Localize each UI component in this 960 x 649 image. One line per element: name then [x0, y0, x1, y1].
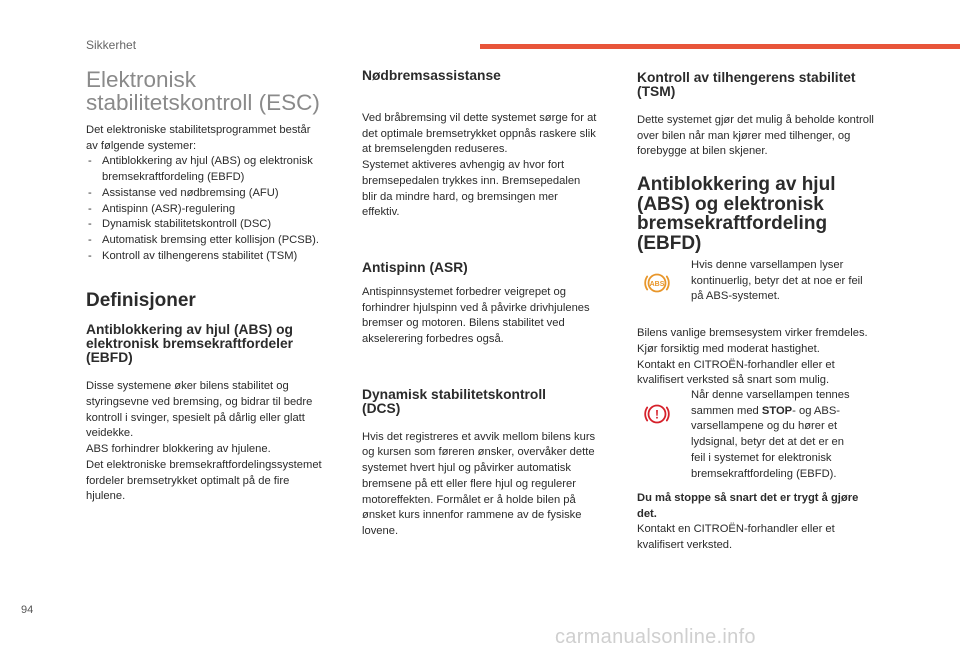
list-item: - Automatisk bremsing etter kollisjon (PCSB). [86, 233, 346, 249]
brake-icon-label: ! [655, 407, 659, 422]
watermark: carmanualsonline.info [555, 626, 756, 648]
asr-text: Antispinnsystemet forbedrer veigrepet og forhindrer hjulspinn ved å påvirke drivhjulenes bremser og motoren. Bilens stabilitet ved akselerering forbedres også. [362, 285, 590, 346]
abs-ebfd-text: Disse systemene øker bilens stabilitet og styringsevne ved bremsing, og bidrar til bedre kontroll i svinger, spesielt på dårlig eller glatt veidekke. ABS forhindrer blokkering av hjulene. Det elektroniske bremsekraftfordelingssystemet fordeler bremsetrykket optimalt på de fire hjulene. [86, 380, 322, 503]
abs-warning-text: Hvis denne varsellampen lyser kontinuerlig, betyr det at noe er feil på ABS-systemet. [691, 259, 863, 303]
abs-ebfd-heading: Antiblokkering av hjul (ABS) og elektronisk bremsekraftfordeler (EBFD) [86, 322, 294, 366]
definitions-heading: Definisjoner [86, 290, 196, 312]
list-item: - Dynamisk stabilitetskontroll (DSC) [86, 217, 346, 233]
abs-warning-row [637, 258, 907, 308]
abs-info-text: Bilens vanlige bremsesystem virker fremdeles. Kjør forsiktig med moderat hastighet. Kontakt en CITROËN-forhandler eller et kvalifisert verksted så snart som mulig. [637, 327, 868, 387]
ebfd-warning-row [637, 388, 907, 483]
column-abs [637, 71, 907, 160]
abs-ebfd-main-heading: Antiblokkering av hjul (ABS) og elektronisk bremsekraftfordeling (EBFD) [637, 174, 836, 254]
column-assist [362, 69, 624, 540]
esc-intro: Det elektroniske stabilitetsprogrammet består av følgende systemer: [86, 124, 311, 152]
column-esc [86, 68, 346, 505]
esc-system-list [86, 154, 346, 264]
afu-heading: Nødbremsassistanse [362, 68, 501, 83]
tsm-text: Dette systemet gjør det mulig å beholde kontroll over bilen når man kjører med tilhenger, og forebygge at bilen skjener. [637, 114, 874, 158]
abs-warning-icon [642, 268, 672, 298]
afu-text: Ved bråbremsing vil dette systemet sørge for at det optimale bremsetrykket oppnås raskere slik at bremselengden reduseres. Systemet aktiveres avhengig av hvor fort bremsepedalen trykkes inn. Bremsepedalen blir da mindre hard, og bremsingen mer effektiv. [362, 112, 597, 219]
ebfd-stop-advice [637, 491, 907, 554]
list-item: - Assistanse ved nødbremsing (AFU) [86, 186, 346, 202]
page-title-line2: stabilitetskontroll (ESC) [86, 90, 320, 115]
page-title [86, 68, 346, 114]
list-item: - Kontroll av tilhengerens stabilitet (TSM) [86, 249, 346, 265]
abs-icon-label: ABS [649, 281, 665, 288]
stop-advice-text: Kontakt en CITROËN-forhandler eller et kvalifisert verksted. [637, 523, 835, 552]
list-item: - Antiblokkering av hjul (ABS) og elektronisk bremsekraftfordeling (EBFD) [86, 154, 346, 185]
tsm-heading: Kontroll av tilhengerens stabilitet (TSM) [637, 70, 856, 99]
brake-warning-icon [642, 399, 672, 429]
ebfd-warning-text: Når denne varsellampen tennes sammen med STOP- og ABS- varsellampene og du hører et lydsignal, betyr det at det er en feil i systemet for elektronisk bremsekraftfordeling (EBFD). [691, 389, 850, 480]
list-item: - Antispinn (ASR)-regulering [86, 202, 346, 218]
stop-advice-bold: Du må stoppe så snart det er trygt å gjøre det. [637, 492, 859, 520]
asr-heading: Antispinn (ASR) [362, 259, 468, 275]
dcs-heading: Dynamisk stabilitetskontroll (DCS) [362, 386, 547, 416]
section-label: Sikkerhet [86, 38, 137, 52]
dcs-text: Hvis det registreres et avvik mellom bilens kurs og kursen som føreren ønsker, overvåker dette systemet hvert hjul og påvirker automatisk bremsene på ett eller flere hjul og regulerer motoreffekten. Formålet er å holde bilen på ønsket kurs innenfor rammene av de fysiske lovene. [362, 430, 596, 537]
page-number: 94 [21, 604, 34, 616]
header-accent-bar [480, 44, 960, 49]
page-title-line1: Elektronisk [86, 67, 197, 92]
